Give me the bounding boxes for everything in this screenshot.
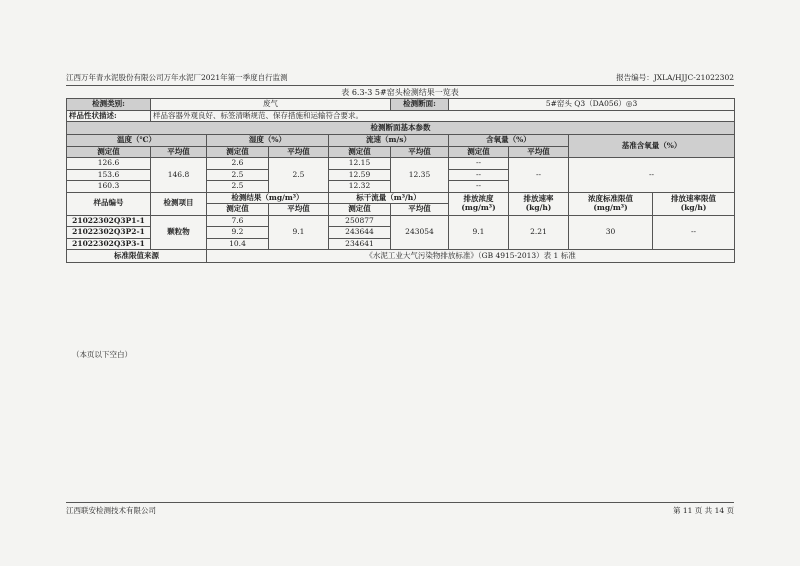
flow-value: 12.15	[329, 158, 391, 170]
temp-header: 温度（℃）	[67, 135, 207, 147]
flow-average-h: 平均值	[391, 146, 449, 158]
params-header-row	[67, 135, 735, 147]
oxygen-value: --	[449, 158, 509, 170]
basic-params-title: 检测断面基本参数	[67, 122, 735, 135]
sample-id-header: 样品编号	[67, 192, 151, 215]
sample-id: 21022302Q3P3-1	[67, 238, 151, 250]
flow-header: 流速（m/s）	[329, 135, 449, 147]
rate-header-line1: 排放速率	[523, 194, 554, 204]
conc-header-line2: (mg/m³)	[461, 202, 496, 212]
conc-limit-value: 30	[569, 215, 653, 250]
result-value: 9.2	[207, 227, 269, 239]
standard-label: 标准限值来源	[67, 250, 207, 263]
temp-measured-h: 测定值	[67, 146, 151, 158]
rate-limit-header-line1: 排放速率限值	[671, 194, 717, 204]
flow-measured-h2: 测定值	[329, 204, 391, 216]
conc-header	[449, 192, 509, 215]
humidity-avg: 2.5	[269, 158, 329, 193]
rate-limit-value: --	[653, 215, 735, 250]
std-flow-header: 标干流量（m³/h）	[329, 192, 449, 204]
blank-note: （本页以下空白）	[72, 350, 132, 359]
item-name: 颗粒物	[151, 215, 207, 250]
humidity-value: 2.5	[207, 181, 269, 193]
oxygen-header: 含氧量（%）	[449, 135, 569, 147]
sample-label: 样品性状描述:	[67, 110, 151, 122]
flow-avg: 12.35	[391, 158, 449, 193]
conc-limit-header-line2: (mg/m³)	[593, 202, 628, 212]
page-number: 第 11 页 共 14 页	[672, 506, 734, 515]
rate-value: 2.21	[509, 215, 569, 250]
temp-avg: 146.8	[151, 158, 207, 193]
humidity-value: 2.6	[207, 158, 269, 170]
rate-limit-header	[653, 192, 735, 215]
footer-company: 江西联安检测技术有限公司	[66, 506, 156, 515]
category-label: 检测类别:	[67, 99, 151, 111]
header-company: 江西万年青水泥股份有限公司万年水泥厂2021年第一季度自行监测	[66, 73, 288, 82]
result-measured-h: 测定值	[207, 204, 269, 216]
result-row	[67, 215, 735, 227]
table-caption: 表 6.3-3 5#窑头检测结果一览表	[341, 88, 459, 97]
flow-value: 12.32	[329, 181, 391, 193]
oxygen-average-h: 平均值	[509, 146, 569, 158]
result-avg: 9.1	[269, 215, 329, 250]
temp-average-h: 平均值	[151, 146, 207, 158]
info-row	[67, 99, 735, 111]
result-average-h: 平均值	[269, 204, 329, 216]
ref-oxygen-value: --	[569, 158, 735, 193]
flow-value: 250877	[329, 215, 391, 227]
flow-avg2: 243054	[391, 215, 449, 250]
sample-id: 21022302Q3P1-1	[67, 215, 151, 227]
result-value: 10.4	[207, 238, 269, 250]
standard-value: 《水泥工业大气污染物排放标准》（GB 4915-2013）表 1 标准	[207, 250, 735, 263]
flow-value: 243644	[329, 227, 391, 239]
temp-value: 126.6	[67, 158, 151, 170]
humidity-measured-h: 测定值	[207, 146, 269, 158]
sample-row	[67, 110, 735, 122]
oxygen-measured-h: 测定值	[449, 146, 509, 158]
oxygen-avg: --	[509, 158, 569, 193]
sample-value: 样品容器外观良好、标签清晰规范、保存措施和运输符合要求。	[151, 110, 735, 122]
humidity-value: 2.5	[207, 169, 269, 181]
section-value: 5#窑头 Q3（DA056）◎3	[449, 99, 735, 111]
result-header: 检测结果（mg/m³）	[207, 192, 329, 204]
flow-value: 12.59	[329, 169, 391, 181]
flow-average-h2: 平均值	[391, 204, 449, 216]
category-value: 废气	[151, 99, 391, 111]
section-label: 检测断面:	[391, 99, 449, 111]
humidity-header: 湿度（%）	[207, 135, 329, 147]
temp-value: 153.6	[67, 169, 151, 181]
rate-header	[509, 192, 569, 215]
conc-header-line1: 排放浓度	[463, 194, 494, 204]
basic-title-row	[67, 122, 735, 135]
params-row	[67, 158, 735, 170]
humidity-average-h: 平均值	[269, 146, 329, 158]
standard-row	[67, 250, 735, 263]
results-header-row	[67, 192, 735, 204]
conc-limit-header-line1: 浓度标准限值	[588, 194, 633, 204]
item-header: 检测项目	[151, 192, 207, 215]
rate-limit-header-line2: (kg/h)	[680, 202, 707, 212]
conc-limit-header	[569, 192, 653, 215]
oxygen-value: --	[449, 169, 509, 181]
ref-oxygen-header: 基准含氧量（%）	[569, 135, 735, 158]
flow-value: 234641	[329, 238, 391, 250]
oxygen-value: --	[449, 181, 509, 193]
temp-value: 160.3	[67, 181, 151, 193]
flow-measured-h: 测定值	[329, 146, 391, 158]
header-report-number: 报告编号：JXLA/HJJC-21022302	[616, 73, 734, 82]
sample-id: 21022302Q3P2-1	[67, 227, 151, 239]
page-header	[66, 72, 734, 86]
page-footer	[66, 502, 734, 516]
rate-header-line2: (kg/h)	[525, 202, 552, 212]
conc-value: 9.1	[449, 215, 509, 250]
result-value: 7.6	[207, 215, 269, 227]
results-table	[66, 98, 735, 263]
